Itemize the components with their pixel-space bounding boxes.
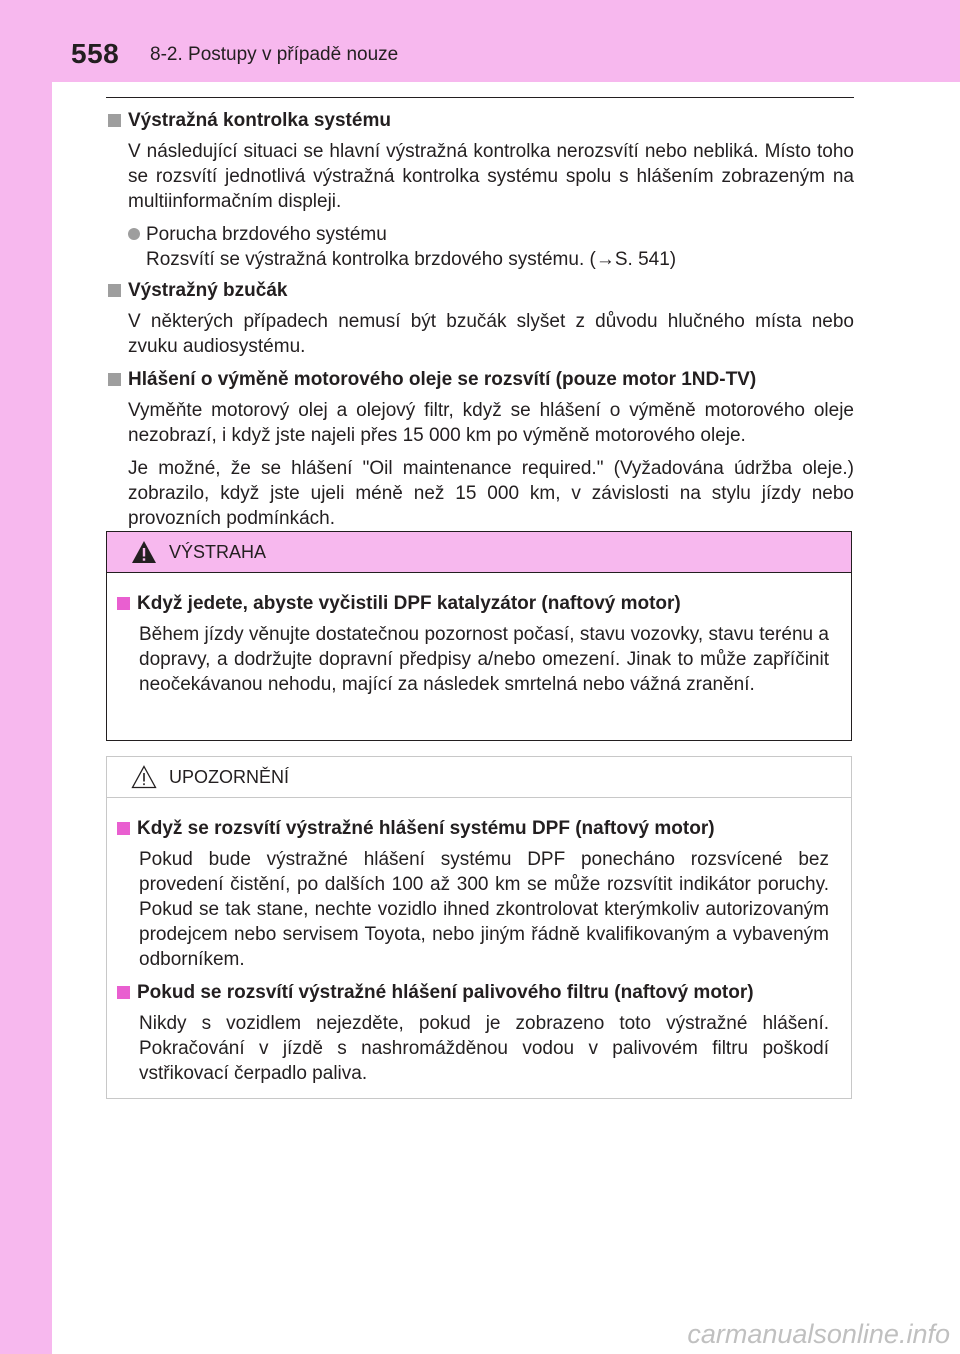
caution-label: UPOZORNĚNÍ [169, 766, 290, 787]
caution-paragraph: Nikdy s vozidlem nejezděte, pokud je zobrazeno toto výstražné hlášení. Pokračování v jízdě s nashromážděnou vodou v palivovém filtru poškodí vstřikovací čerpadlo paliva. [139, 1013, 829, 1084]
page-number: 558 [71, 38, 120, 69]
gray-square-icon [108, 114, 121, 127]
section-heading [106, 367, 854, 392]
warning-triangle-outline-icon [131, 765, 157, 789]
pink-square-icon [117, 986, 130, 999]
pink-square-icon [117, 597, 130, 610]
section-paragraph: V některých případech nemusí být bzučák slyšet z důvodu hlučného místa nebo zvuku audiosystému. [128, 311, 854, 357]
warning-title-text: Když jedete, abyste vyčistili DPF katalyzátor (naftový motor) [137, 593, 681, 614]
section-title-text: Výstražný bzučák [128, 280, 288, 301]
caution-box [106, 756, 852, 1099]
pink-square-icon [117, 822, 130, 835]
section-paragraph: V následující situaci se hlavní výstražná kontrolka nerozsvítí nebo nebliká. Místo toho se rozsvítí jednotlivá výstražná kontrolka systému spolu s hlášením zobrazeným na multiinformačním displeji. [128, 141, 854, 212]
warning-box [106, 531, 852, 741]
caution-box-header [107, 757, 851, 798]
header-rule [106, 97, 854, 98]
page-header-band [0, 0, 960, 82]
warning-box-header [107, 532, 851, 573]
gray-square-icon [108, 373, 121, 386]
warning-heading [115, 591, 829, 616]
caution-title-text: Pokud se rozsvítí výstražné hlášení palivového filtru (naftový motor) [137, 982, 754, 1003]
bullet-text: Rozsvítí se výstražná kontrolka brzdového systému. (→S. 541) [146, 249, 677, 270]
bullet-item [128, 222, 854, 272]
warning-label: VÝSTRAHA [169, 541, 267, 562]
gray-square-icon [108, 284, 121, 297]
gray-dot-icon [128, 228, 140, 240]
watermark: carmanualsonline.info [687, 1319, 950, 1349]
page-side-strip [0, 0, 52, 1354]
main-content [106, 108, 854, 539]
caution-title-text: Když se rozsvítí výstražné hlášení systému DPF (naftový motor) [137, 818, 715, 839]
section-heading [106, 108, 854, 133]
bullet-title: Porucha brzdového systému [146, 224, 387, 245]
warning-triangle-filled-icon [131, 540, 157, 564]
warning-paragraph: Během jízdy věnujte dostatečnou pozornost počasí, stavu vozovky, stavu terénu a dopravy, a dodržujte dopravní předpisy a/nebo omezení. Jinak to může zapříčinit neočekávanou nehodu, mající za následek smrtelná nebo vážná zranění. [139, 624, 829, 695]
section-title-text: Hlášení o výměně motorového oleje se rozsvítí (pouze motor 1ND-TV) [128, 369, 757, 390]
section-title-text: Výstražná kontrolka systému [128, 110, 391, 131]
section-paragraph: Vyměňte motorový olej a olejový filtr, když se hlášení o výměně motorového oleje nezobrazí, i když jste najeli přes 15 000 km po výměně motorového oleje. [128, 400, 854, 446]
caution-heading [115, 980, 829, 1005]
section-heading [106, 278, 854, 303]
caution-paragraph: Pokud bude výstražné hlášení systému DPF ponecháno rozsvícené bez provedení čistění, po dalších 100 až 300 km se může rozsvítit indikátor poruchy. Pokud se tak stane, nechte vozidlo ihned zkontrolovat kterýmkoliv autorizovaným prodejcem nebo servisem Toyota, nebo jiným řádně kvalifikovaným a vybaveným odborníkem. [139, 849, 829, 970]
chapter-title: 8-2. Postupy v případě nouze [150, 44, 399, 65]
caution-heading [115, 816, 829, 841]
section-paragraph: Je možné, že se hlášení "Oil maintenance required." (Vyžadována údržba oleje.) zobrazilo, když jste ujeli méně než 15 000 km, v závislosti na stylu jízdy nebo provozních podmínkách. [128, 458, 854, 529]
